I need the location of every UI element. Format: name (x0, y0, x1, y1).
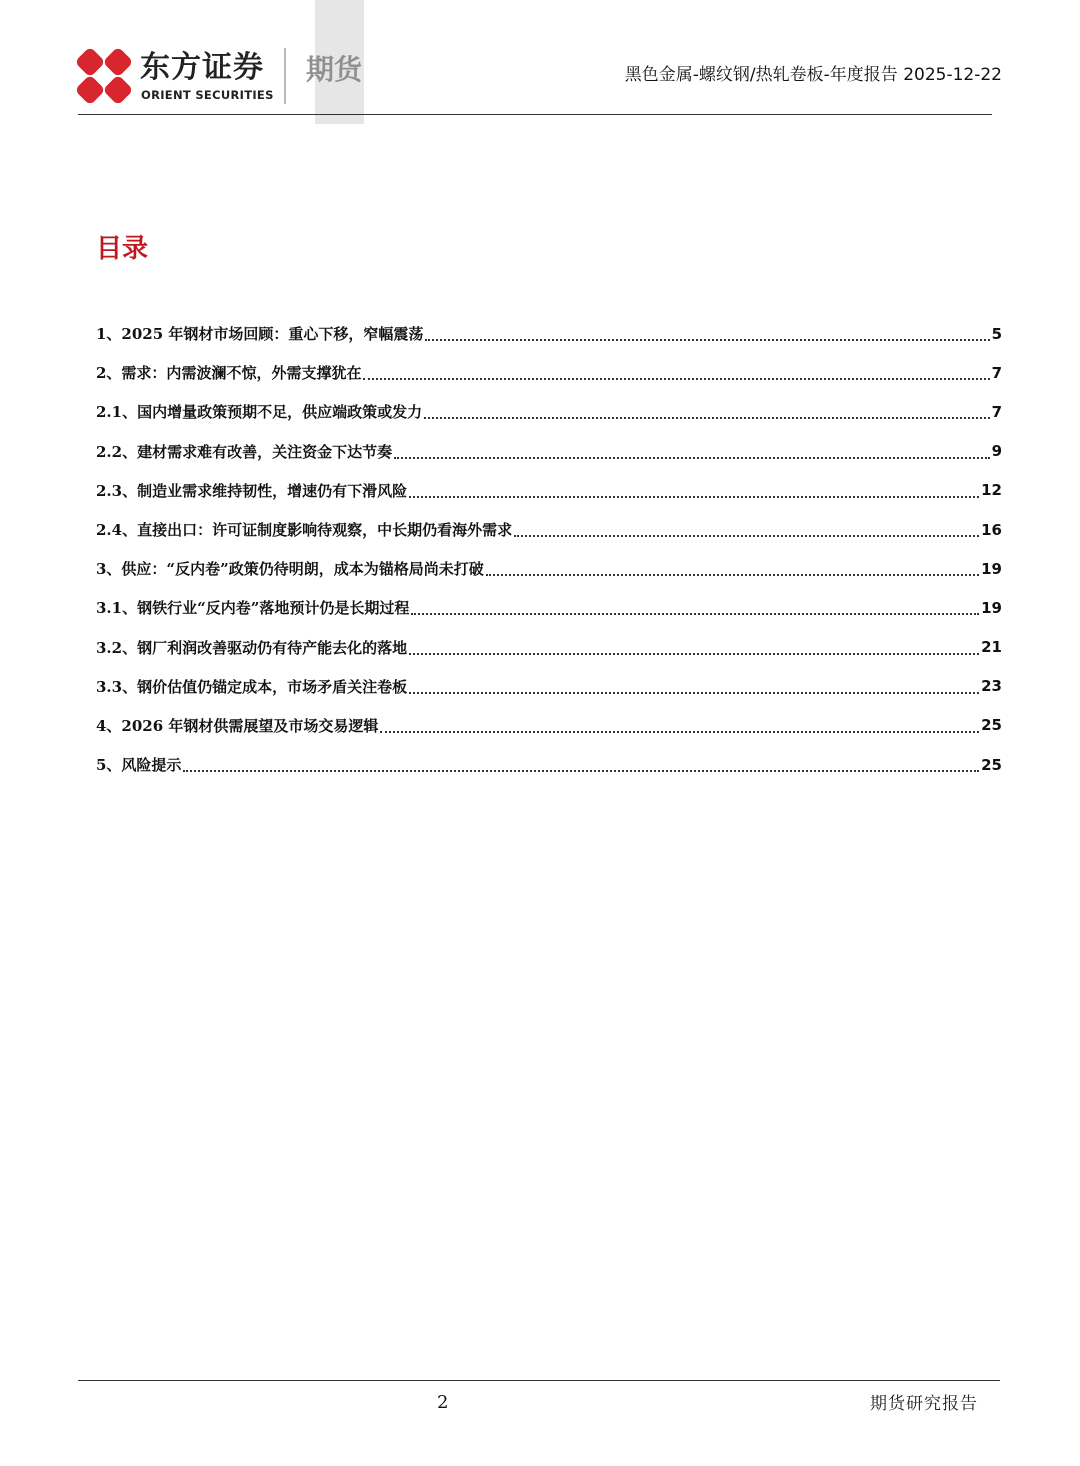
toc-entry-page: 5 (991, 324, 1002, 343)
toc-heading: 目录 (96, 234, 149, 264)
toc-entry[interactable] (96, 628, 1002, 667)
footer-divider (78, 1380, 1000, 1381)
toc-entry-page: 19 (981, 559, 1002, 578)
futures-label: 期货 (306, 53, 363, 86)
toc-entry-page: 16 (981, 520, 1002, 539)
toc-dot-leader (409, 495, 979, 498)
toc-dot-leader (183, 769, 979, 772)
toc-entry-page: 9 (991, 442, 1002, 461)
toc-entry-page: 7 (991, 402, 1002, 421)
toc-dot-leader (380, 730, 979, 733)
toc-dot-leader (514, 534, 979, 537)
toc-entry[interactable] (96, 392, 1002, 431)
logo-company-name-cn: 东方证券 (140, 50, 264, 85)
toc-entry[interactable] (96, 510, 1002, 549)
toc-entry-title: 4、2026 年钢材供需展望及市场交易逻辑 (96, 716, 379, 735)
toc-entry-page: 25 (981, 716, 1002, 735)
toc-entry[interactable] (96, 471, 1002, 510)
logo-divider (284, 48, 286, 104)
toc-entry-title: 2.2、建材需求难有改善，关注资金下达节奏 (96, 442, 393, 461)
toc-entry-title: 3.1、钢铁行业“反内卷”落地预计仍是长期过程 (96, 599, 410, 618)
toc-dot-leader (486, 573, 979, 576)
toc-entry[interactable] (96, 314, 1002, 353)
toc-dot-leader (363, 377, 989, 380)
toc-entry-page: 12 (981, 481, 1002, 500)
toc-entry-page: 23 (981, 677, 1002, 696)
toc-entry-title: 3.3、钢价估值仍锚定成本，市场矛盾关注卷板 (96, 677, 408, 696)
toc-dot-leader (411, 612, 979, 615)
toc-entry-title: 2.1、国内增量政策预期不足，供应端政策或发力 (96, 403, 423, 422)
toc-entry-title: 2、需求：内需波澜不惊，外需支撑犹在 (96, 364, 362, 383)
report-title: 黑色金属-螺纹钢/热轧卷板-年度报告 2025-12-22 (624, 65, 1002, 85)
toc-entry-page: 19 (981, 598, 1002, 617)
toc-entry[interactable] (96, 432, 1002, 471)
footer-label: 期货研究报告 (870, 1394, 978, 1414)
toc-dot-leader (394, 456, 989, 459)
table-of-contents (96, 314, 1002, 784)
header-divider (78, 114, 992, 115)
page-header (0, 0, 1080, 120)
logo-company-name-en: ORIENT SECURITIES (141, 88, 274, 102)
toc-entry-page: 21 (981, 638, 1002, 657)
page-number: 2 (437, 1392, 449, 1413)
toc-entry-title: 5、风险提示 (96, 756, 182, 775)
toc-entry[interactable] (96, 745, 1002, 784)
toc-entry-title: 1、2025 年钢材市场回顾：重心下移，窄幅震荡 (96, 325, 424, 344)
toc-dot-leader (424, 416, 989, 419)
toc-entry[interactable] (96, 353, 1002, 392)
toc-entry-title: 2.3、制造业需求维持韧性，增速仍有下滑风险 (96, 481, 408, 500)
toc-entry-title: 3、供应：“反内卷”政策仍待明朗，成本为锚格局尚未打破 (96, 560, 484, 579)
toc-dot-leader (409, 691, 979, 694)
toc-entry-page: 25 (981, 755, 1002, 774)
toc-entry-title: 2.4、直接出口：许可证制度影响待观察，中长期仍看海外需求 (96, 521, 513, 540)
toc-entry[interactable] (96, 706, 1002, 745)
toc-dot-leader (425, 338, 989, 341)
toc-entry[interactable] (96, 549, 1002, 588)
toc-entry-title: 3.2、钢厂利润改善驱动仍有待产能去化的落地 (96, 638, 408, 657)
toc-entry[interactable] (96, 588, 1002, 627)
toc-entry-page: 7 (991, 363, 1002, 382)
toc-entry[interactable] (96, 667, 1002, 706)
toc-dot-leader (409, 652, 979, 655)
orient-securities-logo-icon (76, 48, 132, 104)
